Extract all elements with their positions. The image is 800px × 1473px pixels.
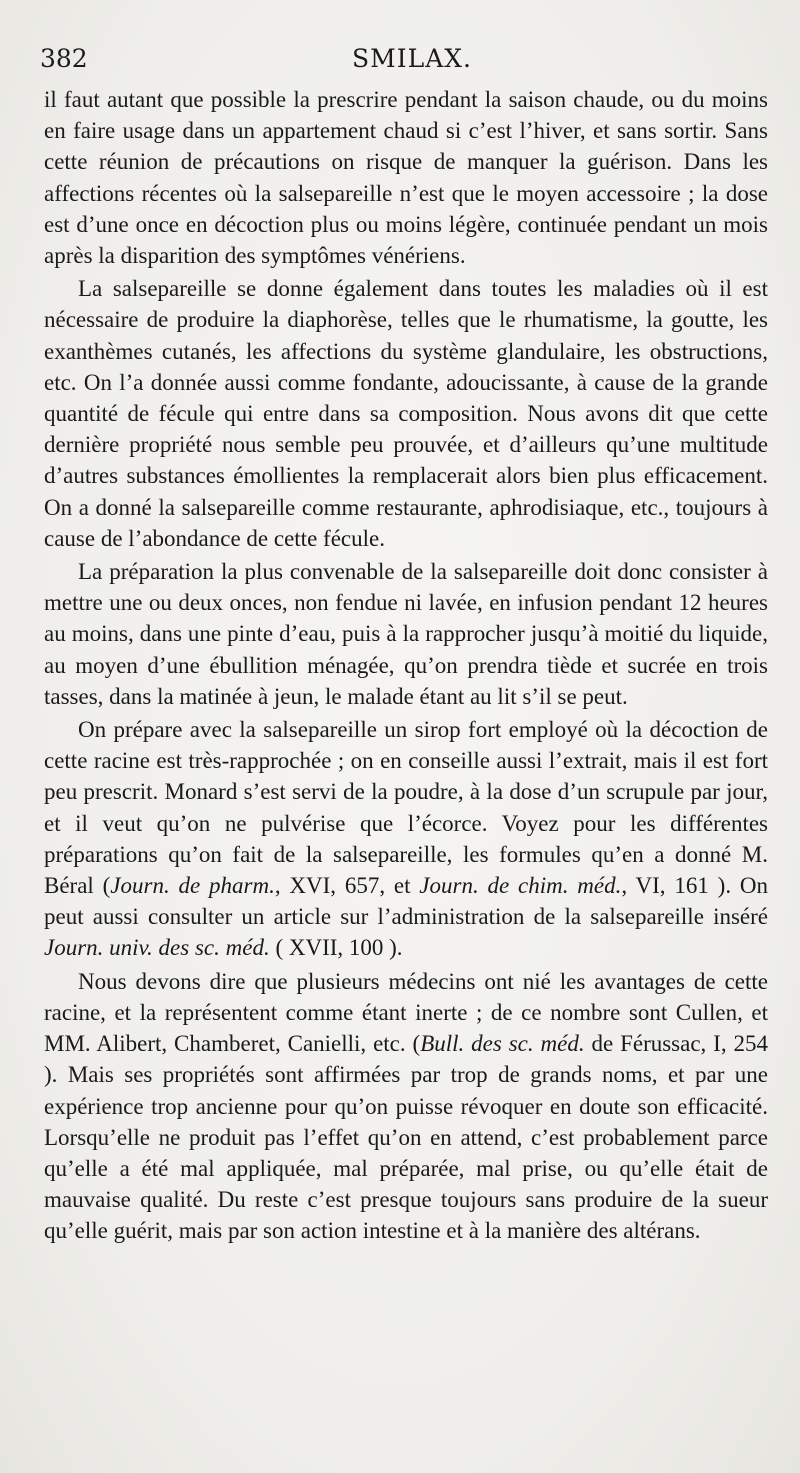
paragraph xyxy=(44,714,768,964)
text-run: il faut autant que possible la prescrire pendant la saison chaude, ou du moins en faire usage dans un appartement chaud si c’est l’hiver, et sans sortir. Sans cette réunion de précautions on risque de manquer la guérison. Dans les affections récentes où la salsepareille n’est que le moyen accessoire ; la dose est d’une once en décoction plus ou moins légère, continuée pendant un mois après la disparition des symptômes vénériens. xyxy=(44,87,768,269)
page-number: 382 xyxy=(40,44,88,73)
paragraph xyxy=(44,84,768,271)
text-run: Nous devons dire que plusieurs médecins ont nié les avantages de cette racine, et la représentent comme étant inerte ; de ce nombre sont Cullen, et MM. Alibert, Chamberet, Canielli, etc. ( xyxy=(44,968,768,1057)
italic-reference: Journ. de pharm. xyxy=(110,873,275,899)
text-run: La préparation la plus convenable de la salsepareille doit donc consister à mettre une ou deux onces, non fendue ni lavée, en infusion pendant 12 heures au moins, dans une pinte d’eau, puis à la rapprocher jusqu’à moitié du liquide, au moyen d’une ébullition ménagée, qu’on prendra tiède et sucrée en trois tasses, dans la matinée à jeun, le malade étant au lit s’il se peut. xyxy=(44,559,768,709)
running-title: SMILAX. xyxy=(352,44,473,73)
italic-reference: Journ. univ. des sc. méd. xyxy=(44,935,270,961)
italic-reference: Bull. des sc. méd. xyxy=(420,1031,585,1057)
text-run: , VI, 161 ). On peut aussi consulter un article sur l’administration de la salsepareille inséré xyxy=(44,873,768,930)
text-run: , XVI, 657, et xyxy=(274,873,420,899)
paragraph xyxy=(44,966,768,1247)
text-run: On prépare avec la salsepareille un sirop fort employé où la décoction de cette racine est très-rapprochée ; on en conseille aussi l’extrait, mais il est fort peu prescrit. Monard s’est servi de la poudre, à la dose d’un scrupule par jour, et il veut qu’on ne pulvérise que l’écorce. Voyez pour les différentes préparations qu’on fait de la salsepareille, les formules qu’en a donné M. Béral ( xyxy=(44,717,768,899)
text-run: de Férussac, I, 254 ). Mais ses propriétés sont affirmées par trop de grands noms, et par une expérience trop ancienne pour qu’on puisse révoquer en doute son efficacité. Lorsqu’elle ne produit pas l’effet qu’on en attend, c’est probablement parce qu’elle a été mal appliquée, mal préparée, mal prise, ou qu’elle était de mauvaise qualité. Du reste c’est presque toujours sans produire de la sueur qu’elle guérit, mais par son action intestine et à la manière des altérans. xyxy=(44,1031,768,1244)
running-head xyxy=(40,44,770,78)
body-text xyxy=(44,84,768,1249)
italic-reference: Journ. de chim. méd. xyxy=(419,873,622,899)
text-run: La salsepareille se donne également dans toutes les maladies où il est nécessaire de produire la diaphorèse, telles que le rhumatisme, la goutte, les exanthèmes cutanés, les affections du système glandulaire, les obstructions, etc. On l’a donnée aussi comme fondante, adoucissante, à cause de la grande quantité de fécule qui entre dans sa composition. Nous avons dit que cette dernière propriété nous semble peu prouvée, et d’ailleurs qu’une multitude d’autres substances émollientes la remplacerait alors bien plus efficacement. On a donné la salsepareille comme restaurante, aphrodisiaque, etc., toujours à cause de l’abondance de cette fécule. xyxy=(44,276,768,551)
paragraph xyxy=(44,273,768,554)
text-run: ( XVII, 100 ). xyxy=(269,935,403,961)
paragraph xyxy=(44,556,768,712)
